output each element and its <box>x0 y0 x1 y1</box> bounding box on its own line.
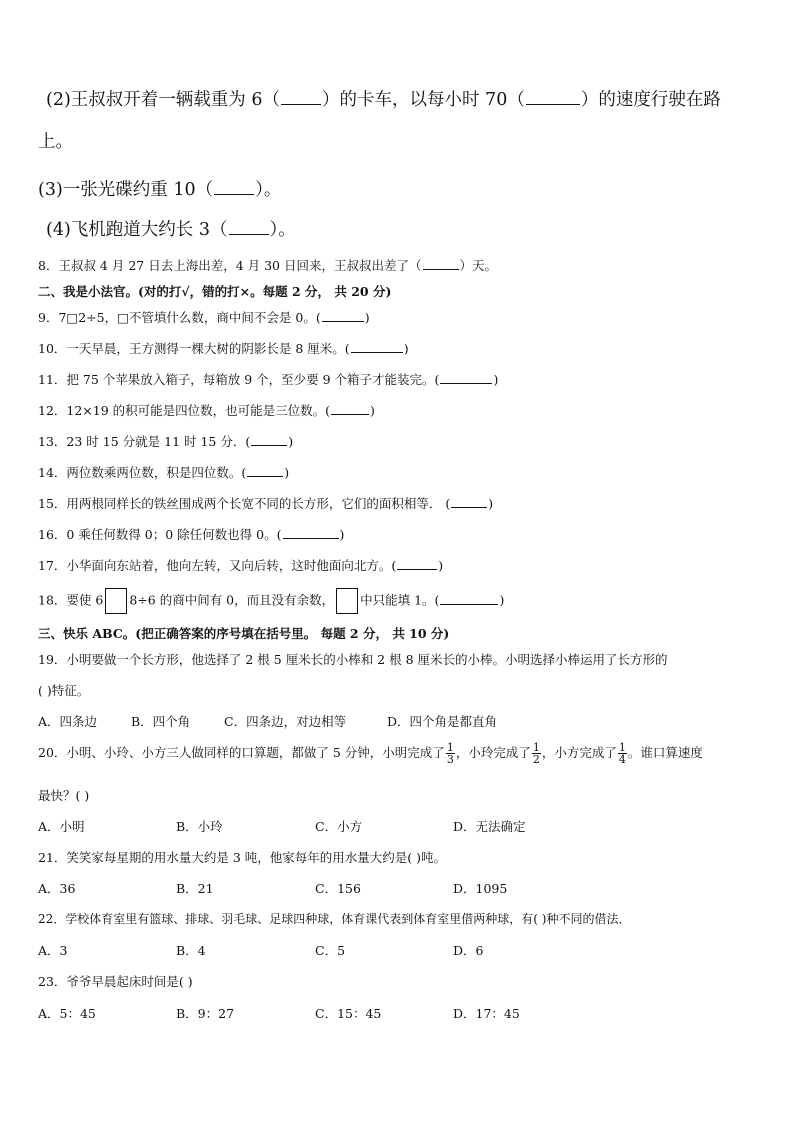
fraction-numerator: 1 <box>618 741 626 754</box>
q7-item-2-line2 <box>38 128 73 153</box>
question-23-stem: 23．爷爷早晨起床时间是( ) <box>38 974 193 989</box>
answer-blank[interactable] <box>440 371 492 384</box>
q7-item-4 <box>46 216 296 241</box>
answer-blank[interactable] <box>331 402 369 415</box>
question-21-option-c[interactable]: C．156 <box>315 881 361 896</box>
question-20-option-a[interactable]: A．小明 <box>38 819 85 834</box>
fraction-numerator: 1 <box>532 741 540 754</box>
q7-item-4-text-b: ）。 <box>269 220 296 240</box>
question-18-text-a: 18．要使 6 <box>38 592 104 608</box>
question-16-close: ) <box>339 527 345 542</box>
fraction-denominator: 2 <box>532 753 540 766</box>
question-18-text-b: 8÷6 的商中间有 0，而且没有余数， <box>129 592 335 608</box>
answer-blank[interactable] <box>423 257 459 270</box>
question-22-option-d[interactable]: D．6 <box>453 943 484 958</box>
question-15 <box>38 494 493 512</box>
question-11-close: ) <box>493 372 499 387</box>
q7-item-3-text-a: (3)一张光碟约重 10（ <box>38 180 214 200</box>
answer-blank[interactable] <box>322 309 364 322</box>
question-20-option-b[interactable]: B．小玲 <box>176 819 223 834</box>
answer-blank[interactable] <box>281 92 321 105</box>
question-13-text: 13．23 时 15 分就是 11 时 15 分．( <box>38 434 251 449</box>
question-19-option-c[interactable]: C．四条边，对边相等 <box>224 714 347 729</box>
question-19-option-b[interactable]: B．四个角 <box>131 714 191 729</box>
q7-item-2-text-d: 上。 <box>38 132 73 152</box>
answer-blank[interactable] <box>214 182 254 195</box>
question-17 <box>38 556 443 574</box>
question-10-close: ) <box>403 341 409 356</box>
question-19-option-d[interactable]: D．四个角是都直角 <box>387 714 498 729</box>
question-15-close: ) <box>488 496 494 511</box>
q7-item-2-text-b: ）的卡车，以每小时 70（ <box>322 90 525 110</box>
answer-blank[interactable] <box>247 464 283 477</box>
question-11-text: 11．把 75 个苹果放入箱子，每箱放 9 个，至少要 9 个箱子才能装完。( <box>38 372 440 387</box>
question-20-text-b: ，小玲完成了 <box>455 745 531 760</box>
question-15-text: 15．用两根同样长的铁丝围成两个长宽不同的长方形，它们的面积相等． ( <box>38 496 451 511</box>
answer-blank[interactable] <box>526 92 580 105</box>
section-3-heading: 三、快乐 ABC。(把正确答案的序号填在括号里。 每题 2 分， 共 10 分) <box>38 626 450 641</box>
question-22-stem: 22．学校体育室里有篮球、排球、羽毛球、足球四种球，体育课代表到体育室里借两种球，有( )种不同的借法． <box>38 912 631 926</box>
question-16-text: 16．0 乘任何数得 0；0 除任何数也得 0。( <box>38 527 282 542</box>
question-13 <box>38 432 293 450</box>
question-9-close: ) <box>364 310 370 325</box>
question-8-text-b: ）天。 <box>459 258 498 273</box>
q7-item-2-text-a: (2)王叔叔开着一辆载重为 6（ <box>46 90 280 110</box>
question-17-close: ) <box>438 558 444 573</box>
question-13-close: ) <box>288 434 294 449</box>
fraction-one-quarter <box>618 742 627 765</box>
answer-blank[interactable] <box>351 340 403 353</box>
question-12 <box>38 401 375 419</box>
question-20-text-d: 。谁口算速度 <box>627 745 703 760</box>
digit-box[interactable] <box>336 588 358 614</box>
question-19-stem: 19．小明要做一个长方形，他选择了 2 根 5 厘米长的小棒和 2 根 8 厘米长的小棒。小明选择小棒运用了长方形的 <box>38 652 668 667</box>
question-19-option-a[interactable]: A．四条边 <box>38 714 98 729</box>
question-17-text: 17．小华面向东站着，他向左转，又向后转，这时他面向北方。( <box>38 558 397 573</box>
question-11 <box>38 370 498 388</box>
q7-item-2-text-c: ）的速度行驶在路 <box>580 90 721 110</box>
question-9-text: 9．7□2÷5，□不管填什么数，商中间不会是 0。( <box>38 310 321 325</box>
question-14-text: 14．两位数乘两位数，积是四位数。( <box>38 465 247 480</box>
answer-blank[interactable] <box>251 433 287 446</box>
question-23-option-a[interactable]: A．5：45 <box>38 1006 96 1021</box>
question-8 <box>38 256 497 274</box>
q7-item-4-text-a: (4)飞机跑道大约长 3（ <box>46 220 228 240</box>
q7-item-2-line1 <box>46 86 721 111</box>
question-18-close: ) <box>499 592 505 608</box>
answer-blank[interactable] <box>451 495 487 508</box>
question-12-text: 12．12×19 的积可能是四位数，也可能是三位数。( <box>38 403 331 418</box>
section-2-heading: 二、我是小法官。(对的打√，错的打×。每题 2 分， 共 20 分) <box>38 284 392 299</box>
question-19-stem-line2: ( )特征。 <box>38 683 90 698</box>
question-23-option-c[interactable]: C．15：45 <box>315 1006 382 1021</box>
answer-blank[interactable] <box>397 557 437 570</box>
question-23-option-b[interactable]: B．9：27 <box>176 1006 235 1021</box>
question-21-option-b[interactable]: B．21 <box>176 881 214 896</box>
question-20-option-c[interactable]: C．小方 <box>315 819 363 834</box>
question-20-option-d[interactable]: D．无法确定 <box>453 819 526 834</box>
question-14 <box>38 463 289 481</box>
question-21-stem: 21．笑笑家每星期的用水量大约是 3 吨，他家每年的用水量大约是( )吨。 <box>38 850 447 865</box>
question-18-text-c: 中只能填 1。( <box>360 592 440 608</box>
question-10-text: 10．一天早晨，王方测得一棵大树的阴影长是 8 厘米。( <box>38 341 350 356</box>
question-16 <box>38 525 344 543</box>
question-22-option-c[interactable]: C．5 <box>315 943 346 958</box>
question-20-text-a: 20．小明、小玲、小方三人做同样的口算题，都做了 5 分钟，小明完成了 <box>38 745 445 760</box>
fraction-denominator: 4 <box>618 753 626 766</box>
q7-item-3 <box>38 176 281 201</box>
q7-item-3-text-b: ）。 <box>255 180 282 200</box>
answer-blank[interactable] <box>229 222 269 235</box>
question-20-stem <box>38 742 703 765</box>
question-21-option-d[interactable]: D．1095 <box>453 881 508 896</box>
question-18 <box>38 588 504 614</box>
question-22-option-b[interactable]: B．4 <box>176 943 206 958</box>
fraction-one-half <box>532 742 541 765</box>
fraction-one-third <box>446 742 455 765</box>
question-10 <box>38 339 409 357</box>
digit-box[interactable] <box>105 588 127 614</box>
question-14-close: ) <box>284 465 290 480</box>
answer-blank[interactable] <box>440 592 498 605</box>
question-21-option-a[interactable]: A．36 <box>38 881 76 896</box>
fraction-denominator: 3 <box>446 753 454 766</box>
question-12-close: ) <box>370 403 375 418</box>
question-20-stem-line2: 最快？( ) <box>38 788 90 803</box>
question-22-option-a[interactable]: A．3 <box>38 943 68 958</box>
question-9 <box>38 308 370 326</box>
question-23-option-d[interactable]: D．17：45 <box>453 1006 520 1021</box>
question-20-text-c: ，小方完成了 <box>541 745 617 760</box>
answer-blank[interactable] <box>283 526 339 539</box>
fraction-numerator: 1 <box>446 741 454 754</box>
question-8-text-a: 8．王叔叔 4 月 27 日去上海出差，4 月 30 日回来，王叔叔出差了（ <box>38 258 422 273</box>
